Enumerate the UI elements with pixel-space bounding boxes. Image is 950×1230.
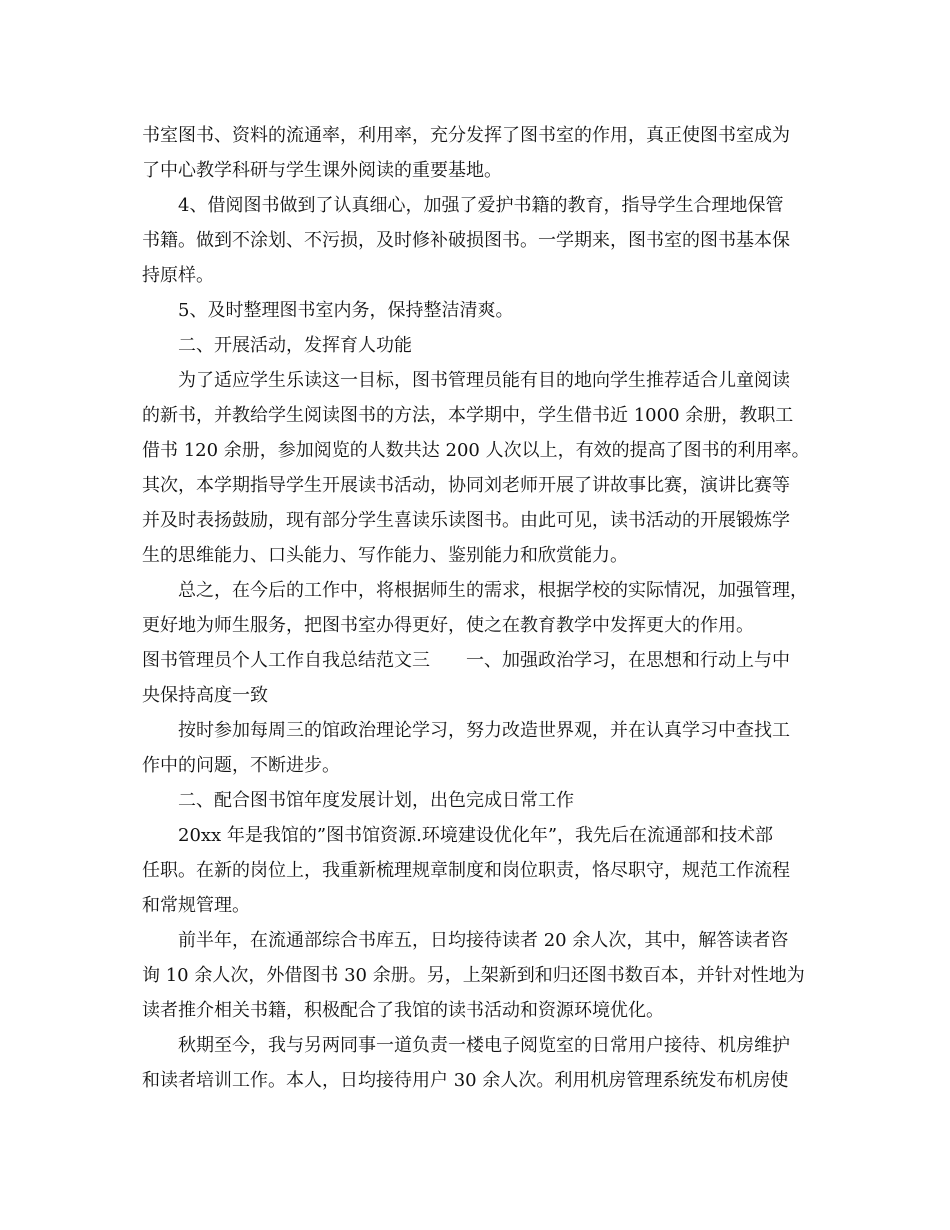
document-body: [142, 118, 822, 1098]
paragraph-line: 作中的问题，不断进步。: [142, 755, 340, 776]
paragraph-line: 更好地为师生服务，把图书室办得更好，使之在教育教学中发挥更大的作用。: [142, 615, 754, 636]
paragraph-line: 4、借阅图书做到了认真细心，加强了爱护书籍的教育，指导学生合理地保管: [178, 195, 784, 216]
paragraph-line: 为了适应学生乐读这一目标，图书管理员能有目的地向学生推荐适合儿童阅读: [178, 370, 790, 391]
paragraph-line: 二、开展活动，发挥育人功能: [178, 335, 412, 356]
paragraph-line: 按时参加每周三的馆政治理论学习，努力改造世界观，并在认真学习中查找工: [178, 720, 790, 741]
paragraph-line: 询 10 余人次，外借图书 30 余册。另，上架新到和归还图书数百本，并针对性地为: [142, 965, 805, 986]
paragraph-line: 书室图书、资料的流通率，利用率，充分发挥了图书室的作用，真正使图书室成为: [142, 125, 790, 146]
paragraph-line: 前半年，在流通部综合书库五，日均接待读者 20 余人次，其中，解答读者咨: [178, 930, 789, 951]
paragraph-line: 持原样。: [142, 265, 214, 286]
paragraph-line: 5、及时整理图书室内务，保持整洁清爽。: [178, 300, 514, 321]
paragraph-line: 和读者培训工作。本人，日均接待用户 30 余人次。利用机房管理系统发布机房使: [142, 1070, 789, 1091]
paragraph-line: 秋期至今，我与另两同事一道负责一楼电子阅览室的日常用户接待、机房维护: [178, 1035, 790, 1056]
paragraph-line: 总之，在今后的工作中，将根据师生的需求，根据学校的实际情况，加强管理，: [178, 580, 808, 601]
paragraph-line: 读者推介相关书籍，积极配合了我馆的读书活动和资源环境优化。: [142, 1000, 664, 1021]
paragraph-line: 借书 120 余册，参加阅览的人数共达 200 人次以上，有效的提高了图书的利用率。: [142, 440, 810, 461]
paragraph-line: 的新书，并教给学生阅读图书的方法，本学期中，学生借书近 1000 余册，教职工: [142, 405, 794, 426]
paragraph-line: 其次，本学期指导学生开展读书活动，协同刘老师开展了讲故事比赛，演讲比赛等: [142, 475, 790, 496]
paragraph-line: 和常规管理。: [142, 895, 250, 916]
paragraph-line: 了中心教学科研与学生课外阅读的重要基地。: [142, 160, 502, 181]
paragraph-line: 央保持高度一致: [142, 685, 268, 706]
paragraph-line: 任职。在新的岗位上，我重新梳理规章制度和岗位职责，恪尽职守，规范工作流程: [142, 860, 790, 881]
paragraph-line: 并及时表扬鼓励，现有部分学生喜读乐读图书。由此可见，读书活动的开展锻炼学: [142, 510, 790, 531]
paragraph-line: 图书管理员个人工作自我总结范文三 一、加强政治学习，在思想和行动上与中: [142, 650, 790, 671]
paragraph-line: 书籍。做到不涂划、不污损，及时修补破损图书。一学期来，图书室的图书基本保: [142, 230, 790, 251]
paragraph-line: 20xx 年是我馆的”图书馆资源.环境建设优化年”，我先后在流通部和技术部: [178, 825, 774, 846]
paragraph-line: 生的思维能力、口头能力、写作能力、鉴别能力和欣赏能力。: [142, 545, 628, 566]
paragraph-line: 二、配合图书馆年度发展计划，出色完成日常工作: [178, 790, 574, 811]
